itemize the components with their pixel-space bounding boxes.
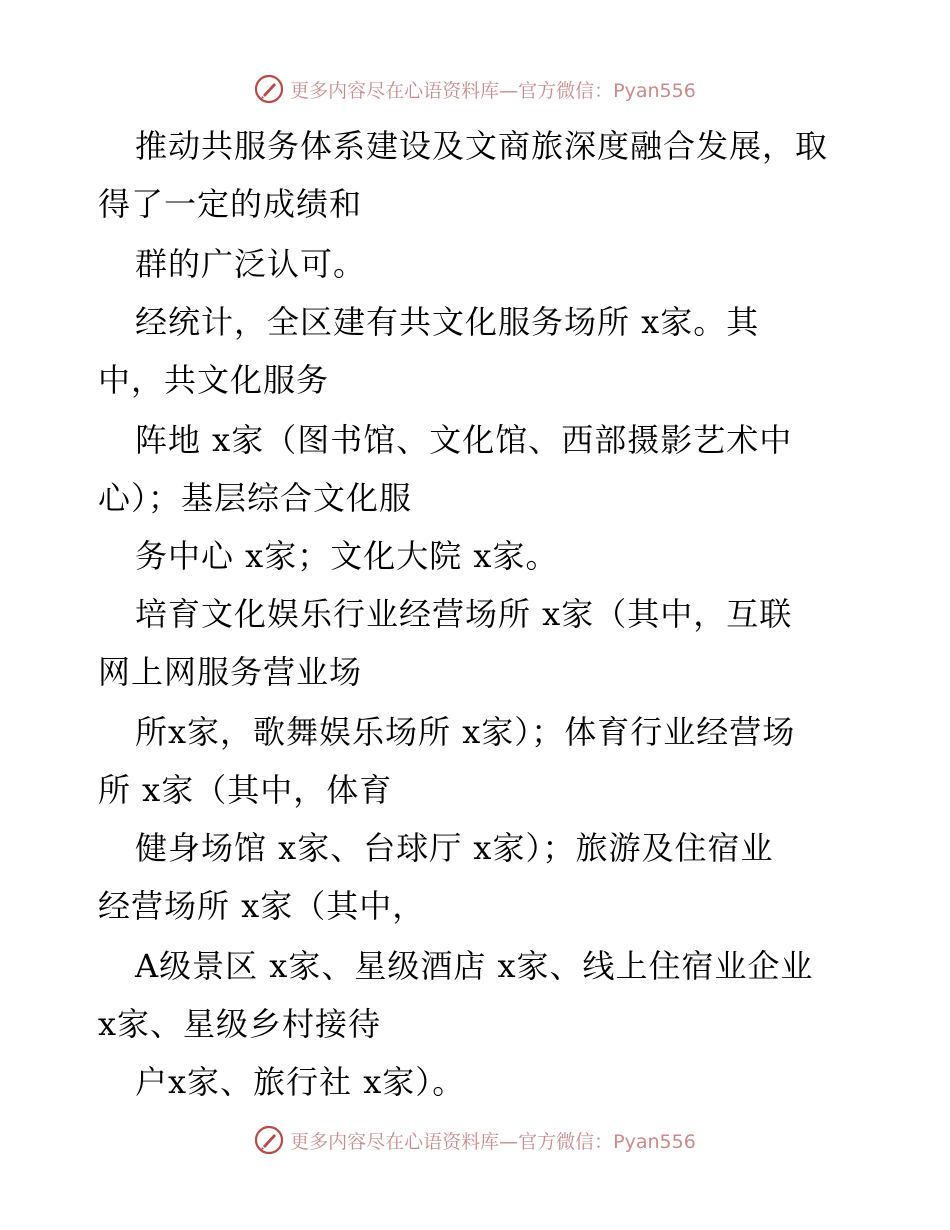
paragraph-line: A级景区 x家、星级酒店 x家、线上住宿业企业 [135, 947, 814, 985]
paragraph-line: 得了一定的成绩和 [98, 185, 363, 223]
paragraph-line: 所x家，歌舞娱乐场所 x家）；体育行业经营场 [135, 713, 796, 751]
paragraph-line: 务中心 x家；文化大院 x家。 [135, 537, 559, 575]
paragraph-line: 群的广泛认可。 [135, 245, 367, 283]
paragraph-line: 经营场所 x家（其中， [98, 887, 426, 925]
paragraph-line: 所 x家（其中，体育 [98, 771, 393, 809]
paragraph-line: 经统计，全区建有共文化服务场所 x家。其 [135, 303, 760, 341]
paragraph-line: 阵地 x家（图书馆、文化馆、西部摄影艺术中 [135, 421, 793, 459]
paragraph-line: 中，共文化服务 [98, 361, 330, 399]
watermark-text: 更多内容尽在心语资料库—官方微信：Pyan556 [290, 79, 696, 102]
brush-pen-seal-icon [254, 1125, 284, 1155]
paragraph-line: 户x家、旅行社 x家）。 [135, 1063, 466, 1101]
footer-watermark [0, 1123, 950, 1157]
paragraph-line: x家、星级乡村接待 [98, 1005, 382, 1043]
paragraph-line: 网上网服务营业场 [98, 653, 363, 691]
watermark-text: 更多内容尽在心语资料库—官方微信：Pyan556 [290, 1130, 696, 1153]
paragraph-line: 健身场馆 x家、台球厅 x家）；旅游及住宿业 [135, 829, 774, 867]
paragraph-line: 推动共服务体系建设及文商旅深度融合发展，取 [135, 127, 829, 165]
paragraph-line: 培育文化娱乐行业经营场所 x家（其中，互联 [135, 595, 793, 633]
paragraph-line: 心）；基层综合文化服 [98, 479, 413, 517]
